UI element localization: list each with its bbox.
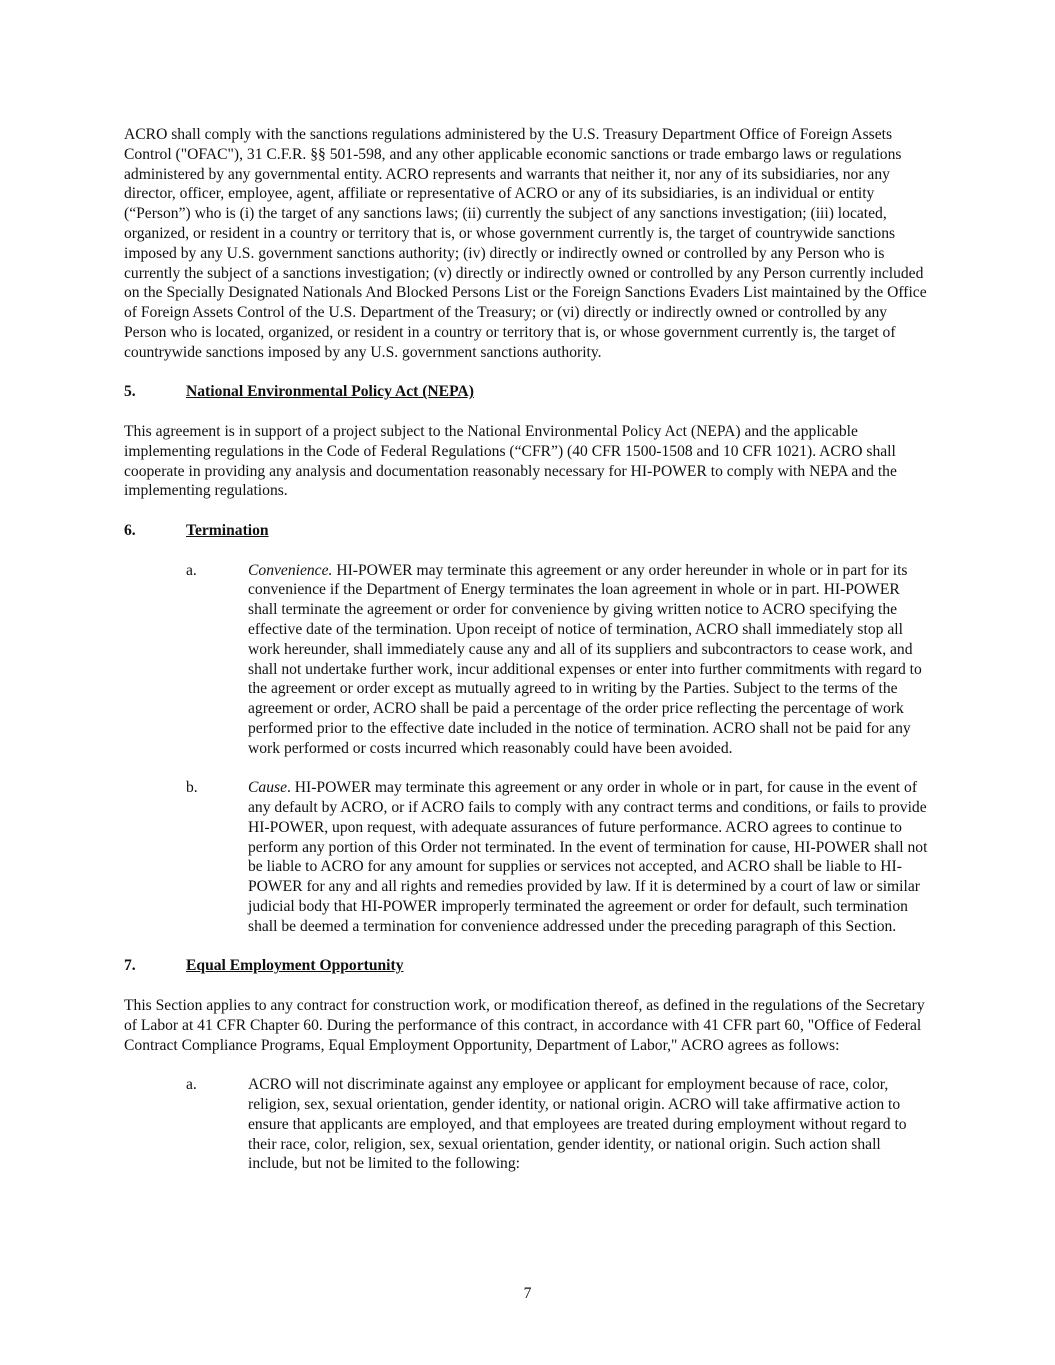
item-letter: b.	[186, 779, 198, 797]
section-5-heading	[124, 382, 932, 402]
document-page	[124, 125, 932, 1194]
termination-convenience-item	[124, 561, 932, 759]
item-body	[248, 778, 932, 936]
section-6-heading	[124, 521, 932, 541]
section-title: National Environmental Policy Act (NEPA)	[186, 383, 474, 401]
item-text: HI-POWER may terminate this agreement or any order hereunder in whole or in part for its convenience if the Department of Energy terminates the loan agreement in whole or in part. HI-POWER shall terminate the agreement or order for convenience by giving written notice to ACRO specifying the effective date of the termination. Upon receipt of notice of termination, ACRO shall immediately stop all work hereunder, shall immediately cause any and all of its suppliers and subcontractors to cease work, and shall not undertake further work, incur additional expenses or enter into further commitments with regard to the agreement or order except as mutually agreed to in writing by the Parties. Subject to the terms of the agreement or order, ACRO shall be paid a percentage of the order price reflecting the percentage of work performed prior to the effective date included in the notice of termination. ACRO shall not be paid for any work performed or costs incurred which reasonably could have been avoided.	[248, 561, 922, 757]
item-letter: a.	[186, 1076, 197, 1094]
item-body: ACRO will not discriminate against any employee or applicant for employment because of race, color, religion, sex, sexual orientation, gender identity, or national origin. ACRO will take affirmative action to ensure that applicants are employed, and that employees are treated during employment without regard to their race, color, religion, sex, sexual orientation, gender identity, or national origin. Such action shall include, but not be limited to the following:	[248, 1076, 907, 1173]
item-body	[248, 561, 932, 759]
section-number: 5.	[124, 383, 136, 401]
section-7-heading	[124, 956, 932, 976]
item-letter: a.	[186, 561, 197, 579]
section-number: 6.	[124, 521, 136, 539]
termination-cause-item	[124, 778, 932, 936]
section-title: Termination	[186, 521, 269, 539]
page-number: 7	[523, 1285, 532, 1302]
section-number: 7.	[124, 957, 136, 975]
item-lead: Convenience.	[248, 561, 333, 579]
eeo-item-a	[124, 1075, 932, 1174]
eeo-paragraph: This Section applies to any contract for construction work, or modification thereof, as defined in the regulations of the Secretary of Labor at 41 CFR Chapter 60. During the performance of this contract, in accordance with 41 CFR part 60, "Office of Federal Contract Compliance Programs, Equal Employment Opportunity, Department of Labor," ACRO agrees as follows:	[124, 997, 925, 1054]
item-text: . HI-POWER may terminate this agreement or any order in whole or in part, for cause in the event of any default by ACRO, or if ACRO fails to comply with any contract terms and conditions, or fails to provide HI-POWER, upon request, with adequate assurances of future performance. ACRO agrees to continue to perform any portion of this Order not terminated. In the event of termination for cause, HI-POWER shall not be liable to ACRO for any amount for supplies or services not accepted, and ACRO shall be liable to HI-POWER for any and all rights and remedies provided by law. If it is determined by a court of law or similar judicial body that HI-POWER improperly terminated the agreement or order for default, such termination shall be deemed a termination for convenience addressed under the preceding paragraph of this Section.	[248, 779, 928, 935]
item-lead: Cause	[248, 779, 287, 797]
sanctions-paragraph: ACRO shall comply with the sanctions regulations administered by the U.S. Treasury Department Office of Foreign Assets Control ("OFAC"), 31 C.F.R. §§ 501-598, and any other applicable economic sanctions or trade embargo laws or regulations administered by any governmental entity. ACRO represents and warrants that neither it, nor any of its subsidiaries, nor any director, officer, employee, agent, affiliate or representative of ACRO or any of its subsidiaries, is an individual or entity (“Person”) who is (i) the target of any sanctions laws; (ii) currently the subject of any sanctions investigation; (iii) located, organized, or resident in a country or territory that is, or whose government currently is, the target of countrywide sanctions imposed by any U.S. government sanctions authority; (iv) directly or indirectly owned or controlled by any Person who is currently the subject of a sanctions investigation; (v) directly or indirectly owned or controlled by any Person currently included on the Specially Designated Nationals And Blocked Persons List or the Foreign Sanctions Evaders List maintained by the Office of Foreign Assets Control of the U.S. Department of the Treasury; or (vi) directly or indirectly owned or controlled by any Person who is located, organized, or resident in a country or territory that is, or whose government currently is, the target of countrywide sanctions imposed by any U.S. government sanctions authority.	[124, 126, 927, 361]
nepa-paragraph: This agreement is in support of a project subject to the National Environmental Policy Act (NEPA) and the applicable implementing regulations in the Code of Federal Regulations (“CFR”) (40 CFR 1500-1508 and 10 CFR 1021). ACRO shall cooperate in providing any analysis and documentation reasonably necessary for HI-POWER to comply with NEPA and the implementing regulations.	[124, 422, 897, 500]
section-title: Equal Employment Opportunity	[186, 957, 404, 975]
